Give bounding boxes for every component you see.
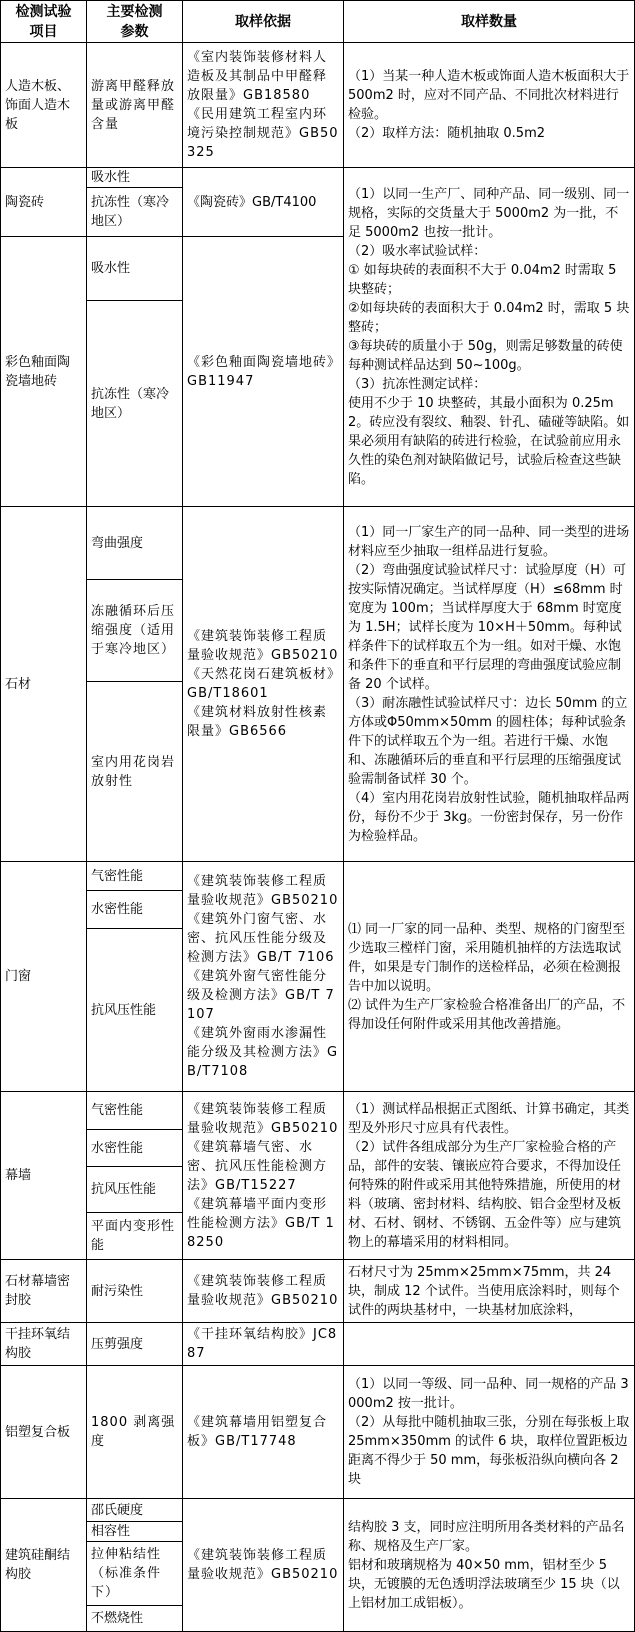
quantity-cell: （1）以同一生产厂、同种产品、同一级别、同一规格，实际的交货量大于 5000m2 为一批，不足 5000m2 也按一批计。 （2）吸水率试验试样： ① 如每块砖的表面积不大于 0.04m2 时需取 5 块整砖； ②如每块砖的表面积大于 0.04m2 时，需取 5 块整砖； ③每块砖的质量小于 50g，则需足够数量的砖使每种测试样品达到 50~100g。 （3）抗冻性测定试样： 使用不少于 10 块整砖，其最小面积为 0.25m2。砖应没有裂纹、釉裂、针孔、磕碰等缺陷。如果必须用有缺陷的砖进行检验，在试验前应用永久性的染色剂对缺陷做记号，试验后检查这些缺陷。 [344,168,635,507]
quantity-cell: （1）当某一种人造木板或饰面人造木板面积大于 500m2 时，应对不同产品、不同批次材料进行检验。 （2）取样方法：随机抽取 0.5m2 [344,43,635,168]
param-cell: 抗风压性能 [87,1167,183,1213]
basis-cell: 《彩色釉面陶瓷墙地砖》GB11947 [183,237,344,507]
basis-cell: 《干挂环氧结构胶》JC887 [183,1323,344,1366]
header-quantity: 取样数量 [344,1,635,43]
param-cell: 耐污染性 [87,1260,183,1323]
basis-cell: 《建筑装饰装修工程质量验收规范》GB50210 《天然花岗石建筑板材》GB/T18601 《建筑材料放射性核素限量》GB6566 [183,507,344,862]
param-cell: 吸水性 [87,237,183,301]
param-cell: 冻融循环后压缩强度（适用于寒冷地区） [87,580,183,682]
quantity-cell: ⑴ 同一厂家的同一品种、类型、规格的门窗型至少选取三樘样门窗，采用随机抽样的方法选取试件，如果是专门制作的送检样品，必须在检测报告中加以说明。 ⑵ 试件为生产厂家检验合格准备出厂的产品，不得加设任何附件或采用其他改善措施。 [344,862,635,1092]
param-cell: 抗冻性（寒冷地区） [87,188,183,237]
param-cell: 拉伸粘结性（标准条件下） [87,1542,183,1606]
param-cell: 弯曲强度 [87,507,183,580]
table-row [1,43,635,168]
table-row [1,1260,635,1323]
param-cell: 不燃烧性 [87,1606,183,1632]
table-row [1,507,635,580]
item-cell: 彩色釉面陶瓷墙地砖 [1,237,87,507]
table-row [1,1092,635,1130]
param-cell: 抗冻性（寒冷地区） [87,301,183,507]
param-cell: 游离甲醛释放量或游离甲醛含量 [87,43,183,168]
param-cell: 抗风压性能 [87,929,183,1092]
basis-cell: 《建筑装饰装修工程质量验收规范》GB50210 《建筑幕墙气密、水密、抗风压性能检测方法》GB/T15227 《建筑幕墙平面内变形性能检测方法》GB/T 18250 [183,1092,344,1260]
table-row [1,1323,635,1366]
basis-cell: 《建筑装饰装修工程质量验收规范》GB50210 [183,1260,344,1323]
basis-cell: 《建筑幕墙用铝塑复合板》GB/T17748 [183,1366,344,1499]
param-cell: 气密性能 [87,862,183,891]
quantity-cell: 石材尺寸为 25mm×25mm×75mm，共 24 块，制成 12 个试件。当使用底涂料时，则每个试件的两块基材中，一块基材加底涂料， [344,1260,635,1323]
item-cell: 干挂环氧结构胶 [1,1323,87,1366]
table-row [1,862,635,891]
param-cell: 平面内变形性能 [87,1213,183,1260]
param-cell: 室内用花岗岩放射性 [87,682,183,862]
item-cell: 幕墙 [1,1092,87,1260]
item-cell: 石材 [1,507,87,862]
param-cell: 1800 剥离强度 [87,1366,183,1499]
param-cell: 水密性能 [87,1130,183,1167]
table-row [1,1499,635,1522]
item-cell: 铝塑复合板 [1,1366,87,1499]
item-cell: 门窗 [1,862,87,1092]
param-cell: 水密性能 [87,891,183,929]
item-cell: 石材幕墙密封胶 [1,1260,87,1323]
basis-cell: 《陶瓷砖》GB/T4100 [183,168,344,237]
item-cell: 建筑硅酮结构胶 [1,1499,87,1632]
header-basis: 取样依据 [183,1,344,43]
item-cell: 人造木板、饰面人造木板 [1,43,87,168]
param-cell: 吸水性 [87,168,183,188]
item-cell: 陶瓷砖 [1,168,87,237]
basis-cell: 《建筑装饰装修工程质量验收规范》GB50210 [183,1499,344,1632]
header-params: 主要检测 参数 [87,1,183,43]
param-cell: 压剪强度 [87,1323,183,1366]
basis-cell: 《室内装饰装修材料人造板及其制品中甲醛释放限量》GB18580 《民用建筑工程室内环境污染控制规范》GB50325 [183,43,344,168]
quantity-cell: （1）以同一等级、同一品种、同一规格的产品 3000m2 按一批计。 （2）从每批中随机抽取三张，分别在每张板上取 25mm×350mm 的试件 6 块，取样位置距板边距离不得少于 50 mm，每张板沿纵向横向各 2 块 [344,1366,635,1499]
quantity-cell: （1）测试样品根据正式图纸、计算书确定，其类型及外形尺寸应具有代表性。 （2）试件各组成部分为生产厂家检验合格的产品，部件的安装、镶嵌应符合要求，不得加设任何特殊的附件或采用其他特殊措施，所使用的材料（玻璃、密封材料、结构胶、铝合金型材及板材、石材、钢材、不锈钢、五金件等）应与建筑物上的幕墙采用的材料相同。 [344,1092,635,1260]
table-row [1,168,635,188]
quantity-cell: 结构胶 3 支，同时应注明所用各类材料的产品名称、规格及生产厂家。 铝材和玻璃规格为 40×50 mm，铝材至少 5 块，无镀膜的无色透明浮法玻璃至少 15 块（以上铝材加工成铝板）。 [344,1499,635,1632]
basis-cell: 《建筑装饰装修工程质量验收规范》GB50210 《建筑外门窗气密、水密、抗风压性能分级及检测方法》GB/T 7106 《建筑外窗气密性能分级及检测方法》GB/T 7107 《建筑外窗雨水渗漏性能分级及其检测方法》GB/T7108 [183,862,344,1092]
param-cell: 气密性能 [87,1092,183,1130]
quantity-cell [344,1323,635,1366]
header-item: 检测试验 项目 [1,1,87,43]
param-cell: 邵氏硬度 [87,1499,183,1522]
table-row [1,1366,635,1499]
quantity-cell: （1）同一厂家生产的同一品种、同一类型的进场材料应至少抽取一组样品进行复验。 （2）弯曲强度试验试样尺寸：试验厚度（H）可按实际情况确定。当试样厚度（H）≤68mm 时宽度为 100m；当试样厚度大于 68mm 时宽度为 1.5H；试样长度为 10×H＋50mm。每种试样条件下的试样取五个为一组。如对干燥、水饱和条件下的垂直和平行层理的弯曲强度试验应制备 20 个试样。 （3）耐冻融性试验试样尺寸：边长 50mm 的立方体或Φ50mm×50mm 的圆柱体；每种试验条件下的试样取五个为一组。若进行干燥、水饱和、冻融循环后的垂直和平行层理的压缩强度试验需制备试样 30 个。 （4）室内用花岗岩放射性试验，随机抽取样品两份，每份不少于 3kg。一份密封保存，另一份作为检验样品。 [344,507,635,862]
header-row [1,1,635,43]
param-cell: 相容性 [87,1522,183,1542]
